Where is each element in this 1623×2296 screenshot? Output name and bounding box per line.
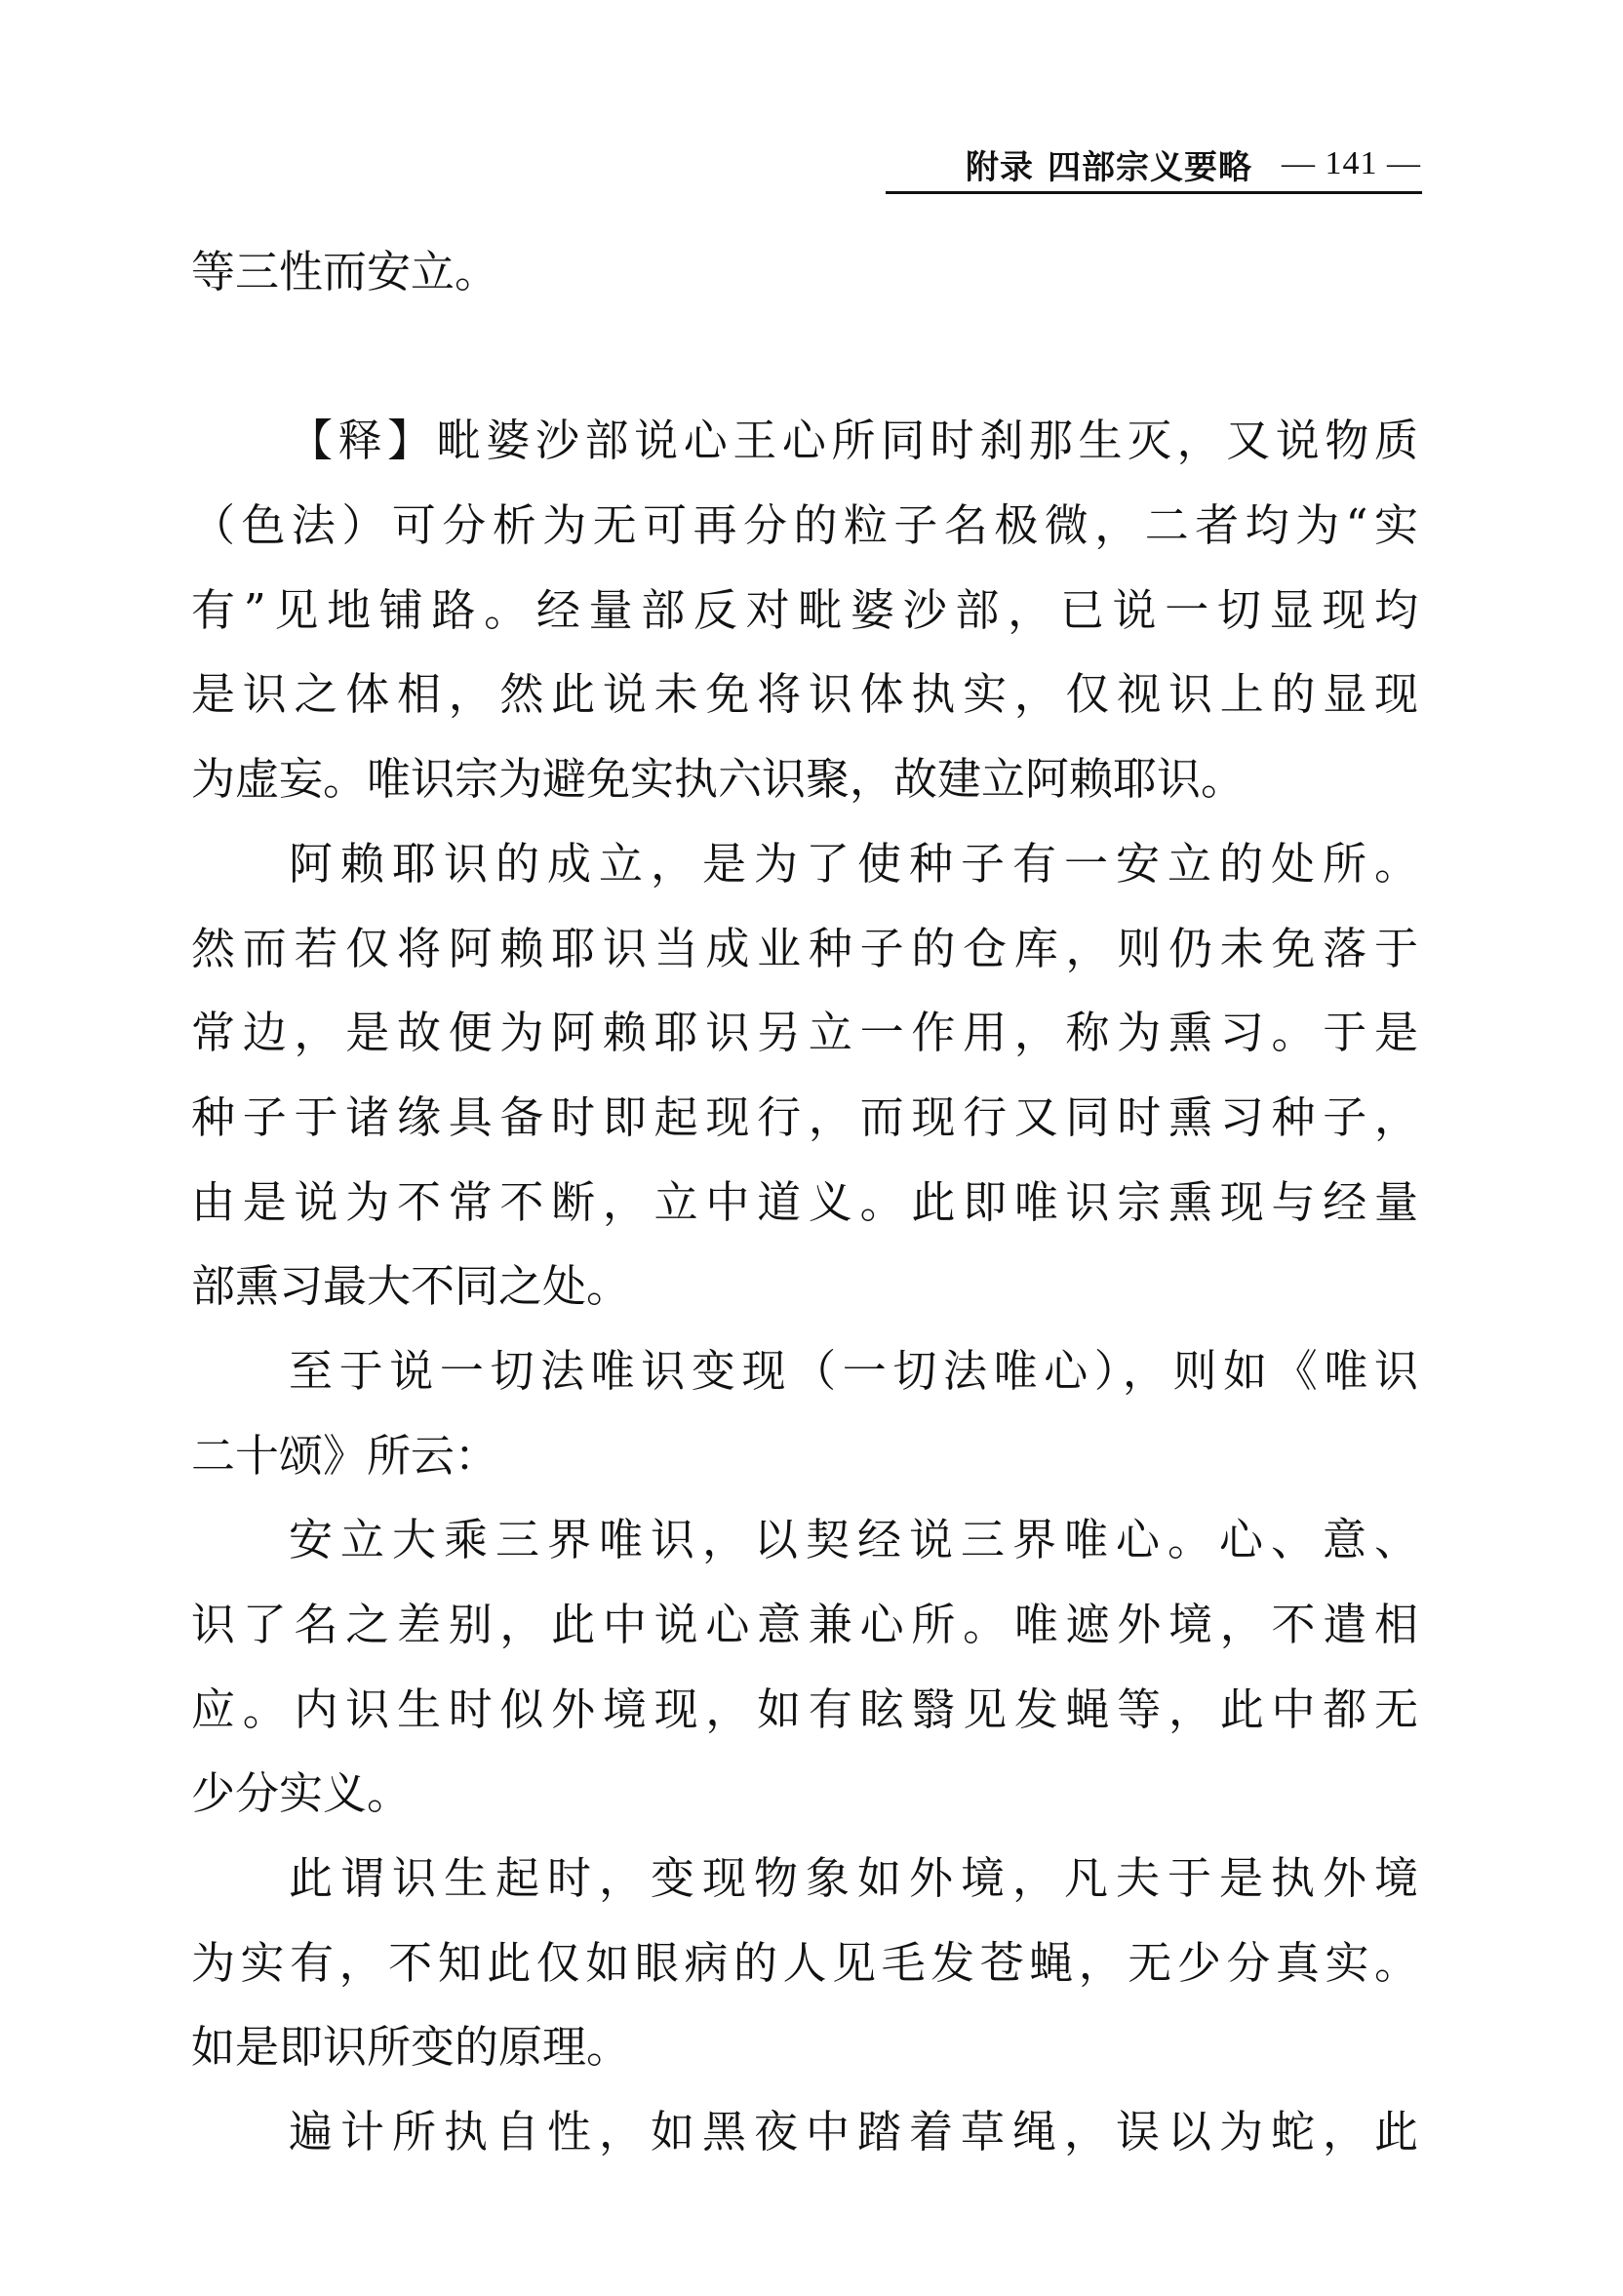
text-line: 常边，是故便为阿赖耶识另立一作用，称为熏习。于是 xyxy=(191,1007,1418,1059)
body-text xyxy=(191,230,1418,2175)
text-line: 【释】毗婆沙部说心王心所同时刹那生灭，又说物质 xyxy=(289,415,1418,467)
text-line: 由是说为不常不断，立中道义。此即唯识宗熏现与经量 xyxy=(191,1175,1418,1228)
quote-line: 识了名之差别，此中说心意兼心所。唯遮外境，不遣相 xyxy=(191,1599,1418,1650)
text-line: 遍计所执自性，如黑夜中踏着草绳，误以为蛇，此 xyxy=(289,2106,1418,2158)
text-line: 为实有，不知此仅如眼病的人见毛发苍蝇，无少分真实。 xyxy=(191,1936,1418,1989)
text-line: 阿赖耶识的成立，是为了使种子有一安立的处所。 xyxy=(289,837,1418,890)
text-line: 等三性而安立。 xyxy=(191,246,499,297)
text-line: （色法）可分析为无可再分的粒子名极微，二者均为“实 xyxy=(191,499,1418,552)
text-line: 然而若仅将阿赖耶识当成业种子的仓库，则仍未免落于 xyxy=(191,922,1418,974)
text-line: 是识之体相，然此说未免将识体执实，仅视识上的显现 xyxy=(191,668,1418,721)
header-rule xyxy=(886,191,1422,194)
text-line: 此谓识生起时，变现物象如外境，凡夫于是执外境 xyxy=(289,1852,1418,1905)
quote-line: 少分实义。 xyxy=(191,1767,412,1820)
text-line: 部熏习最大不同之处。 xyxy=(191,1260,631,1313)
text-line: 如是即识所变的原理。 xyxy=(191,2021,631,2074)
quote-line: 安立大乘三界唯识，以契经说三界唯心。心、意、 xyxy=(289,1514,1418,1566)
text-line: 为虚妄。唯识宗为避免实执六识聚，故建立阿赖耶识。 xyxy=(191,753,1246,806)
quote-line: 应。内识生时似外境现，如有眩翳见发蝇等，此中都无 xyxy=(191,1682,1418,1735)
section-title: 四部宗义要略 xyxy=(1048,147,1252,187)
page-number: — 141 — xyxy=(1282,145,1421,181)
text-line: 至于说一切法唯识变现（一切法唯心），则如《唯识 xyxy=(289,1344,1418,1397)
text-line: 二十颂》所云： xyxy=(191,1429,499,1482)
text-line: 种子于诸缘具备时即起现行，而现行又同时熏习种子， xyxy=(191,1090,1418,1143)
appendix-label: 附录 xyxy=(966,147,1034,187)
paragraph-gap xyxy=(191,315,1418,400)
running-header xyxy=(966,137,1421,191)
text-line: 有”见地铺路。经量部反对毗婆沙部，已说一切显现均 xyxy=(191,583,1418,636)
